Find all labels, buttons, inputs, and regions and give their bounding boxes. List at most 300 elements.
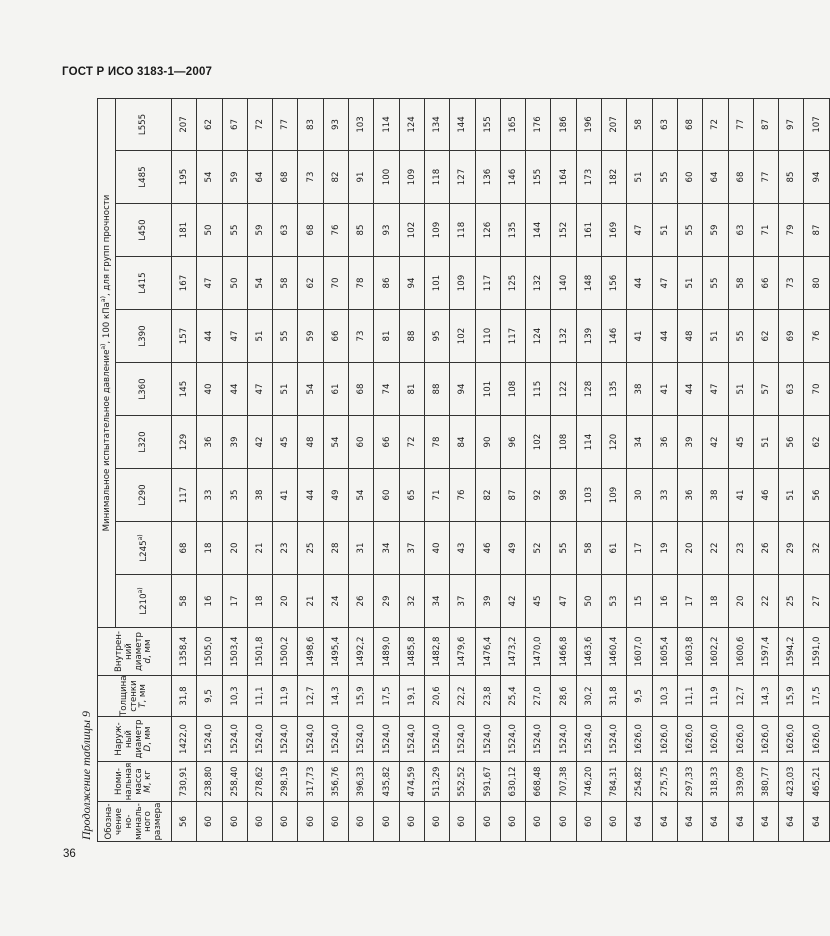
table-cell: 82 xyxy=(323,151,348,204)
table-cell: 49 xyxy=(323,469,348,522)
table-cell: 37 xyxy=(450,575,475,628)
table-cell: 64 xyxy=(703,802,728,842)
table-cell: 27 xyxy=(804,575,829,628)
table-cell: 396,33 xyxy=(349,762,374,802)
table-cell: 41 xyxy=(728,469,753,522)
table-cell: 132 xyxy=(526,257,551,310)
table-row xyxy=(728,98,753,841)
table-cell: 181 xyxy=(172,204,197,257)
table-cell: 68 xyxy=(172,522,197,575)
table-cell: 60 xyxy=(247,802,272,842)
table-row xyxy=(475,98,500,841)
table-cell: 56 xyxy=(172,802,197,842)
table-cell: 1626,0 xyxy=(753,717,778,762)
table-row xyxy=(576,98,601,841)
table-cell: 44 xyxy=(197,310,222,363)
table-cell: 47 xyxy=(627,204,652,257)
table-cell: 57 xyxy=(753,363,778,416)
table-cell: 60 xyxy=(374,469,399,522)
table-cell: 31,8 xyxy=(602,676,627,717)
table-cell: 77 xyxy=(728,98,753,150)
table-cell: 68 xyxy=(349,363,374,416)
table-cell: 60 xyxy=(551,802,576,842)
document-header: ГОСТ Р ИСО 3183-1—2007 xyxy=(62,66,213,78)
table-cell: 31 xyxy=(349,522,374,575)
table-cell: 30 xyxy=(627,469,652,522)
table-cell: 173 xyxy=(576,151,601,204)
table-cell: 169 xyxy=(602,204,627,257)
table-cell: 1501,8 xyxy=(247,628,272,676)
table-cell: 140 xyxy=(551,257,576,310)
table-cell: 33 xyxy=(197,469,222,522)
table-cell: 1495,4 xyxy=(323,628,348,676)
table-cell: 1524,0 xyxy=(323,717,348,762)
page-number: 36 xyxy=(63,848,76,860)
table-row xyxy=(349,98,374,841)
table-cell: 90 xyxy=(475,416,500,469)
table-cell: 87 xyxy=(500,469,525,522)
table-cell: 60 xyxy=(677,151,702,204)
table-cell: 58 xyxy=(576,522,601,575)
table-cell: 1524,0 xyxy=(349,717,374,762)
col-header-strength-group: L290 xyxy=(116,469,172,522)
table-cell: 60 xyxy=(349,802,374,842)
table-cell: 74 xyxy=(374,363,399,416)
table-cell: 32 xyxy=(399,575,424,628)
table-cell: 10,3 xyxy=(652,676,677,717)
table-cell: 63 xyxy=(779,363,804,416)
table-row xyxy=(374,98,399,841)
table-cell: 109 xyxy=(602,469,627,522)
table-cell: 64 xyxy=(753,802,778,842)
table-cell: 31,8 xyxy=(172,676,197,717)
table-cell: 94 xyxy=(804,151,829,204)
table-cell: 95 xyxy=(424,310,449,363)
table-cell: 77 xyxy=(273,98,298,150)
table-cell: 435,82 xyxy=(374,762,399,802)
table-cell: 96 xyxy=(500,416,525,469)
table-cell: 71 xyxy=(753,204,778,257)
table-body xyxy=(172,98,830,841)
table-cell: 161 xyxy=(576,204,601,257)
table-cell: 50 xyxy=(222,257,247,310)
table-cell: 1460,4 xyxy=(602,628,627,676)
table-cell: 55 xyxy=(652,151,677,204)
table-cell: 47 xyxy=(703,363,728,416)
table-cell: 51 xyxy=(753,416,778,469)
table-cell: 17 xyxy=(677,575,702,628)
table-cell: 40 xyxy=(197,363,222,416)
table-cell: 81 xyxy=(374,310,399,363)
table-cell: 1524,0 xyxy=(450,717,475,762)
table-cell: 34 xyxy=(374,522,399,575)
table-cell: 41 xyxy=(652,363,677,416)
table-cell: 54 xyxy=(197,151,222,204)
table-row xyxy=(779,98,804,841)
table-cell: 1524,0 xyxy=(197,717,222,762)
table-cell: 148 xyxy=(576,257,601,310)
table-cell: 12,7 xyxy=(298,676,323,717)
table-cell: 20 xyxy=(728,575,753,628)
table-cell: 27,0 xyxy=(526,676,551,717)
table-cell: 39 xyxy=(677,416,702,469)
table-cell: 55 xyxy=(728,310,753,363)
table-cell: 1473,2 xyxy=(500,628,525,676)
table-cell: 128 xyxy=(576,363,601,416)
table-cell: 29 xyxy=(779,522,804,575)
rotated-table-block xyxy=(79,98,830,842)
table-cell: 167 xyxy=(172,257,197,310)
table-cell: 124 xyxy=(526,310,551,363)
table-cell: 56 xyxy=(804,469,829,522)
table-cell: 144 xyxy=(450,98,475,150)
table-cell: 42 xyxy=(703,416,728,469)
table-cell: 1524,0 xyxy=(602,717,627,762)
table-cell: 78 xyxy=(349,257,374,310)
table-cell: 71 xyxy=(424,469,449,522)
table-cell: 1626,0 xyxy=(627,717,652,762)
table-cell: 60 xyxy=(374,802,399,842)
table-cell: 72 xyxy=(247,98,272,150)
col-header-strength-group: L485 xyxy=(116,151,172,204)
table-cell: 51 xyxy=(273,363,298,416)
table-cell: 25 xyxy=(779,575,804,628)
table-cell: 19,1 xyxy=(399,676,424,717)
table-cell: 76 xyxy=(804,310,829,363)
table-cell: 49 xyxy=(500,522,525,575)
table-cell: 1358,4 xyxy=(172,628,197,676)
table-cell: 182 xyxy=(602,151,627,204)
table-cell: 136 xyxy=(475,151,500,204)
table-cell: 297,33 xyxy=(677,762,702,802)
table-cell: 35 xyxy=(222,469,247,522)
table-cell: 1524,0 xyxy=(551,717,576,762)
table-cell: 55 xyxy=(273,310,298,363)
table-cell: 155 xyxy=(526,151,551,204)
table-cell: 1605,4 xyxy=(652,628,677,676)
table-row xyxy=(551,98,576,841)
table-cell: 668,48 xyxy=(526,762,551,802)
table-cell: 58 xyxy=(273,257,298,310)
table-cell: 68 xyxy=(298,204,323,257)
table-cell: 17 xyxy=(627,522,652,575)
table-cell: 64 xyxy=(627,802,652,842)
table-cell: 66 xyxy=(323,310,348,363)
table-cell: 102 xyxy=(450,310,475,363)
table-cell: 97 xyxy=(779,98,804,150)
table-header xyxy=(98,98,172,841)
table-cell: 1524,0 xyxy=(424,717,449,762)
table-cell: 60 xyxy=(602,802,627,842)
table-cell: 87 xyxy=(804,204,829,257)
table-cell: 1524,0 xyxy=(273,717,298,762)
table-cell: 101 xyxy=(424,257,449,310)
col-header-inner-diameter: Внутрен-ний диаметр d, мм xyxy=(98,628,172,676)
table-cell: 51 xyxy=(247,310,272,363)
table-cell: 48 xyxy=(298,416,323,469)
table-cell: 11,9 xyxy=(703,676,728,717)
table-cell: 1524,0 xyxy=(576,717,601,762)
table-cell: 101 xyxy=(475,363,500,416)
table-row xyxy=(652,98,677,841)
table-cell: 39 xyxy=(222,416,247,469)
table-cell: 37 xyxy=(399,522,424,575)
table-cell: 9,5 xyxy=(197,676,222,717)
table-cell: 238,80 xyxy=(197,762,222,802)
table-cell: 1524,0 xyxy=(475,717,500,762)
table-cell: 108 xyxy=(551,416,576,469)
table-cell: 51 xyxy=(627,151,652,204)
table-cell: 278,62 xyxy=(247,762,272,802)
table-cell: 94 xyxy=(399,257,424,310)
table-cell: 60 xyxy=(576,802,601,842)
table-cell: 1524,0 xyxy=(222,717,247,762)
table-cell: 24 xyxy=(323,575,348,628)
table-cell: 127 xyxy=(450,151,475,204)
table-row xyxy=(450,98,475,841)
table-row xyxy=(424,98,449,841)
table-cell: 51 xyxy=(677,257,702,310)
table-cell: 22 xyxy=(753,575,778,628)
table-cell: 26 xyxy=(753,522,778,575)
table-cell: 60 xyxy=(222,802,247,842)
table-cell: 54 xyxy=(323,416,348,469)
table-cell: 51 xyxy=(728,363,753,416)
table-cell: 34 xyxy=(424,575,449,628)
table-cell: 100 xyxy=(374,151,399,204)
table-cell: 64 xyxy=(779,802,804,842)
table-cell: 22 xyxy=(703,522,728,575)
table-cell: 20 xyxy=(273,575,298,628)
col-header-strength-group: L390 xyxy=(116,310,172,363)
table-cell: 59 xyxy=(703,204,728,257)
table-cell: 1482,8 xyxy=(424,628,449,676)
table-cell: 70 xyxy=(804,363,829,416)
table-cell: 69 xyxy=(779,310,804,363)
table-cell: 45 xyxy=(526,575,551,628)
col-header-mass: Номи-нальная масса M, кг xyxy=(98,762,172,802)
table-cell: 55 xyxy=(222,204,247,257)
table-cell: 298,19 xyxy=(273,762,298,802)
table-cell: 68 xyxy=(273,151,298,204)
table-cell: 146 xyxy=(602,310,627,363)
table-cell: 76 xyxy=(450,469,475,522)
table-cell: 23,8 xyxy=(475,676,500,717)
table-cell: 44 xyxy=(677,363,702,416)
table-cell: 18 xyxy=(247,575,272,628)
table-cell: 53 xyxy=(602,575,627,628)
table-cell: 60 xyxy=(475,802,500,842)
table-cell: 176 xyxy=(526,98,551,150)
table-cell: 318,33 xyxy=(703,762,728,802)
table-cell: 73 xyxy=(779,257,804,310)
table-cell: 85 xyxy=(349,204,374,257)
table-cell: 46 xyxy=(475,522,500,575)
table-cell: 42 xyxy=(500,575,525,628)
table-cell: 17,5 xyxy=(374,676,399,717)
col-header-strength-group: L415 xyxy=(116,257,172,310)
table-cell: 48 xyxy=(677,310,702,363)
table-cell: 43 xyxy=(450,522,475,575)
table-cell: 784,31 xyxy=(602,762,627,802)
table-cell: 339,09 xyxy=(728,762,753,802)
table-cell: 155 xyxy=(475,98,500,150)
table-cell: 207 xyxy=(602,98,627,150)
table-cell: 45 xyxy=(273,416,298,469)
table-cell: 60 xyxy=(349,416,374,469)
table-cell: 196 xyxy=(576,98,601,150)
table-cell: 33 xyxy=(652,469,677,522)
table-cell: 1492,2 xyxy=(349,628,374,676)
table-cell: 70 xyxy=(323,257,348,310)
table-cell: 1607,0 xyxy=(627,628,652,676)
table-cell: 61 xyxy=(602,522,627,575)
table-cell: 60 xyxy=(273,802,298,842)
table-cell: 207 xyxy=(172,98,197,150)
table-cell: 15,9 xyxy=(349,676,374,717)
col-header-designation: Обозна-чение но-миналь-ного размера xyxy=(98,802,172,842)
table-cell: 54 xyxy=(349,469,374,522)
table-cell: 26 xyxy=(349,575,374,628)
table-cell: 22,2 xyxy=(450,676,475,717)
table-cell: 98 xyxy=(551,469,576,522)
table-cell: 1626,0 xyxy=(804,717,829,762)
table-cell: 44 xyxy=(627,257,652,310)
col-header-strength-group: L555 xyxy=(116,98,172,150)
table-cell: 109 xyxy=(399,151,424,204)
table-cell: 63 xyxy=(652,98,677,150)
table-cell: 60 xyxy=(323,802,348,842)
table-cell: 135 xyxy=(602,363,627,416)
table-cell: 54 xyxy=(247,257,272,310)
table-cell: 84 xyxy=(450,416,475,469)
table-cell: 50 xyxy=(576,575,601,628)
table-cell: 55 xyxy=(703,257,728,310)
table-cell: 118 xyxy=(450,204,475,257)
table-cell: 115 xyxy=(526,363,551,416)
table-row xyxy=(804,98,829,841)
table-cell: 18 xyxy=(197,522,222,575)
table-cell: 52 xyxy=(526,522,551,575)
table-cell: 591,67 xyxy=(475,762,500,802)
table-cell: 66 xyxy=(374,416,399,469)
table-cell: 51 xyxy=(779,469,804,522)
table-cell: 40 xyxy=(424,522,449,575)
table-cell: 124 xyxy=(399,98,424,150)
table-cell: 122 xyxy=(551,363,576,416)
table-cell: 1524,0 xyxy=(298,717,323,762)
table-cell: 1489,0 xyxy=(374,628,399,676)
table-cell: 114 xyxy=(576,416,601,469)
table-cell: 1503,4 xyxy=(222,628,247,676)
table-cell: 64 xyxy=(677,802,702,842)
table-cell: 423,03 xyxy=(779,762,804,802)
table-cell: 730,91 xyxy=(172,762,197,802)
table-cell: 120 xyxy=(602,416,627,469)
pressure-table xyxy=(97,98,830,842)
col-group-header-pressure: Минимальное испытательное давление$^{a)}$, 100 кПа$^{a)}$, для групп прочности xyxy=(98,98,116,627)
table-cell: 1626,0 xyxy=(677,717,702,762)
table-cell: 86 xyxy=(374,257,399,310)
table-cell: 1524,0 xyxy=(500,717,525,762)
table-cell: 58 xyxy=(728,257,753,310)
table-cell: 21 xyxy=(298,575,323,628)
table-row xyxy=(627,98,652,841)
table-cell: 14,3 xyxy=(323,676,348,717)
table-cell: 36 xyxy=(197,416,222,469)
table-cell: 11,1 xyxy=(677,676,702,717)
table-cell: 59 xyxy=(298,310,323,363)
table-cell: 114 xyxy=(374,98,399,150)
table-cell: 60 xyxy=(526,802,551,842)
table-cell: 64 xyxy=(652,802,677,842)
table-cell: 81 xyxy=(399,363,424,416)
table-cell: 51 xyxy=(703,310,728,363)
col-header-outer-diameter: Наруж-ный диаметр D, мм xyxy=(98,717,172,762)
table-cell: 60 xyxy=(197,802,222,842)
table-continuation-label: Продолжение таблицы 9 xyxy=(79,710,93,840)
table-cell: 1597,4 xyxy=(753,628,778,676)
table-cell: 17 xyxy=(222,575,247,628)
table-row xyxy=(197,98,222,841)
table-cell: 15,9 xyxy=(779,676,804,717)
table-cell: 64 xyxy=(804,802,829,842)
table-cell: 93 xyxy=(374,204,399,257)
table-cell: 186 xyxy=(551,98,576,150)
table-cell: 746,20 xyxy=(576,762,601,802)
table-cell: 47 xyxy=(551,575,576,628)
table-cell: 64 xyxy=(728,802,753,842)
table-cell: 145 xyxy=(172,363,197,416)
table-cell: 117 xyxy=(500,310,525,363)
table-row xyxy=(399,98,424,841)
table-row xyxy=(247,98,272,841)
table-cell: 144 xyxy=(526,204,551,257)
table-cell: 55 xyxy=(551,522,576,575)
table-cell: 126 xyxy=(475,204,500,257)
table-cell: 28,6 xyxy=(551,676,576,717)
table-cell: 83 xyxy=(298,98,323,150)
table-cell: 135 xyxy=(500,204,525,257)
table-cell: 68 xyxy=(677,98,702,150)
table-cell: 59 xyxy=(247,204,272,257)
table-row xyxy=(602,98,627,841)
col-header-strength-group: L360 xyxy=(116,363,172,416)
table-cell: 1626,0 xyxy=(728,717,753,762)
table-cell: 21 xyxy=(247,522,272,575)
table-cell: 60 xyxy=(450,802,475,842)
table-cell: 12,7 xyxy=(728,676,753,717)
table-cell: 1603,8 xyxy=(677,628,702,676)
table-cell: 28 xyxy=(323,522,348,575)
table-cell: 9,5 xyxy=(627,676,652,717)
table-cell: 1470,0 xyxy=(526,628,551,676)
table-cell: 36 xyxy=(652,416,677,469)
table-cell: 38 xyxy=(627,363,652,416)
table-cell: 1524,0 xyxy=(247,717,272,762)
table-cell: 30,2 xyxy=(576,676,601,717)
table-cell: 58 xyxy=(172,575,197,628)
table-cell: 109 xyxy=(424,204,449,257)
table-cell: 93 xyxy=(323,98,348,150)
table-cell: 32 xyxy=(804,522,829,575)
table-cell: 47 xyxy=(222,310,247,363)
table-cell: 59 xyxy=(222,151,247,204)
table-cell: 1500,2 xyxy=(273,628,298,676)
table-cell: 51 xyxy=(652,204,677,257)
table-cell: 66 xyxy=(753,257,778,310)
table-cell: 1466,8 xyxy=(551,628,576,676)
